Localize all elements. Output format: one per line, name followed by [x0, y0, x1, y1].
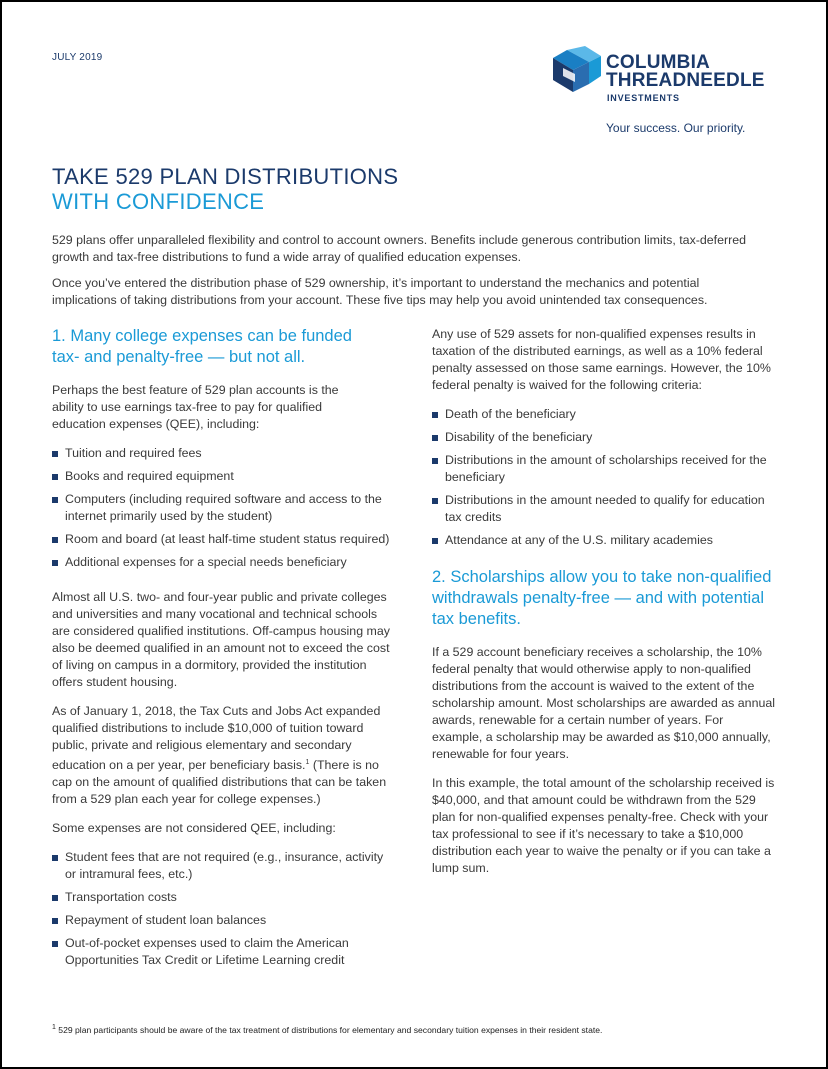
scholarship-paragraph: If a 529 account beneficiary receives a scholarship, the 10% federal penalty that would otherwise apply to non-qualified distributions from the account is waived to the extent of the scholarship amount. Most scholarships are awarded as annual awards, renewable for a certain number of years. For example, a scholarship may be awarded as $10,000 annually, renewable for four years.	[432, 645, 775, 761]
non-qee-list	[52, 849, 392, 969]
list-item: Distributions in the amount needed to qualify for education tax credits	[432, 492, 777, 526]
penalty-waiver-list	[432, 406, 777, 549]
list-item: Death of the beneficiary	[432, 406, 777, 423]
cube-logo-icon	[551, 46, 603, 98]
intro-paragraph-2: Once you’ve entered the distribution phase of 529 ownership, it’s important to understand the mechanics and potential implications of taking distributions from your account. These five tips may help you avoid unintended tax consequences.	[52, 276, 708, 307]
tax-cuts-text: As of January 1, 2018, the Tax Cuts and Jobs Act expanded qualified distributions to include $10,000 of tuition toward public, private and religious elementary and secondary education on a per year, per beneficiary basis.	[52, 704, 381, 773]
list-item: Computers (including required software and access to the internet primarily used by the student)	[52, 491, 392, 525]
list-item: Attendance at any of the U.S. military academies	[432, 532, 777, 549]
page-title-line1: TAKE 529 PLAN DISTRIBUTIONS	[52, 164, 399, 189]
section-2-heading: 2. Scholarships allow you to take non-qualified withdrawals penalty-free — and with potential tax benefits.	[432, 568, 772, 628]
page-title-line2: WITH CONFIDENCE	[52, 189, 265, 214]
company-logo	[551, 46, 791, 136]
footnote-text: 529 plan participants should be aware of the tax treatment of distributions for elementary and secondary tuition expenses in their resident state.	[58, 1024, 603, 1035]
scholarship-example-paragraph: In this example, the total amount of the scholarship received is $40,000, and that amount could be withdrawn from the 529 plan for non-qualified expenses penalty-free. Check with your tax professional to see if it’s necessary to take a $10,000 distribution each year to waive the penalty or if you can take a lump sum.	[432, 776, 775, 875]
section-1-heading: 1. Many college expenses can be funded tax- and penalty-free — but not all.	[52, 327, 352, 366]
qualified-institutions-paragraph: Almost all U.S. two- and four-year public and private colleges and universities and many vocational and technical schools are considered qualified institutions. Off-campus housing may also be deemed qualified in an amount not to exceed the cost of living on campus in a dormitory, provided the institution offers student housing.	[52, 590, 390, 689]
qee-list	[52, 445, 392, 571]
tagline: Your success. Our priority.	[606, 121, 746, 135]
logo-line-threadneedle: THREADNEEDLE	[606, 70, 765, 91]
list-item: Disability of the beneficiary	[432, 429, 777, 446]
logo-line-columbia: COLUMBIA	[606, 52, 710, 73]
section-1-intro: Perhaps the best feature of 529 plan accounts is the ability to use earnings tax-free to pay for qualified education expenses (QEE), including:	[52, 383, 339, 431]
logo-line-investments: INVESTMENTS	[607, 93, 680, 103]
footnote	[52, 1024, 602, 1035]
left-column	[52, 326, 392, 987]
intro-paragraph-1: 529 plans offer unparalleled flexibility and control to account owners. Benefits include generous contribution limits, tax-deferred growth and tax-free distributions to fund a wide array of qualified education expenses.	[52, 233, 747, 264]
list-item: Student fees that are not required (e.g., insurance, activity or intramural fees, etc.)	[52, 849, 392, 883]
list-item: Transportation costs	[52, 889, 392, 906]
tax-cuts-paragraph	[52, 703, 392, 808]
no-cap-text: (There is no cap on the amount of qualified distributions that can be taken from a 529 plan each year for college expenses.)	[52, 758, 387, 807]
publication-date: JULY 2019	[52, 52, 103, 63]
list-item: Additional expenses for a special needs beneficiary	[52, 554, 392, 571]
footnote-ref: 1	[305, 759, 310, 766]
list-item: Distributions in the amount of scholarships received for the beneficiary	[432, 452, 777, 486]
list-item: Repayment of student loan balances	[52, 912, 392, 929]
list-item: Out-of-pocket expenses used to claim the American Opportunities Tax Credit or Lifetime Learning credit	[52, 935, 392, 969]
list-item: Room and board (at least half-time student status required)	[52, 531, 392, 548]
non-qualified-paragraph: Any use of 529 assets for non-qualified expenses results in taxation of the distributed earnings, as well as a 10% federal penalty assessed on those same earnings. However, the 10% federal penalty is waived for the following criteria:	[432, 327, 771, 392]
footnote-marker: 1	[52, 1024, 56, 1031]
right-column	[432, 326, 777, 889]
non-qee-intro: Some expenses are not considered QEE, including:	[52, 821, 336, 836]
list-item: Tuition and required fees	[52, 445, 392, 462]
list-item: Books and required equipment	[52, 468, 392, 485]
